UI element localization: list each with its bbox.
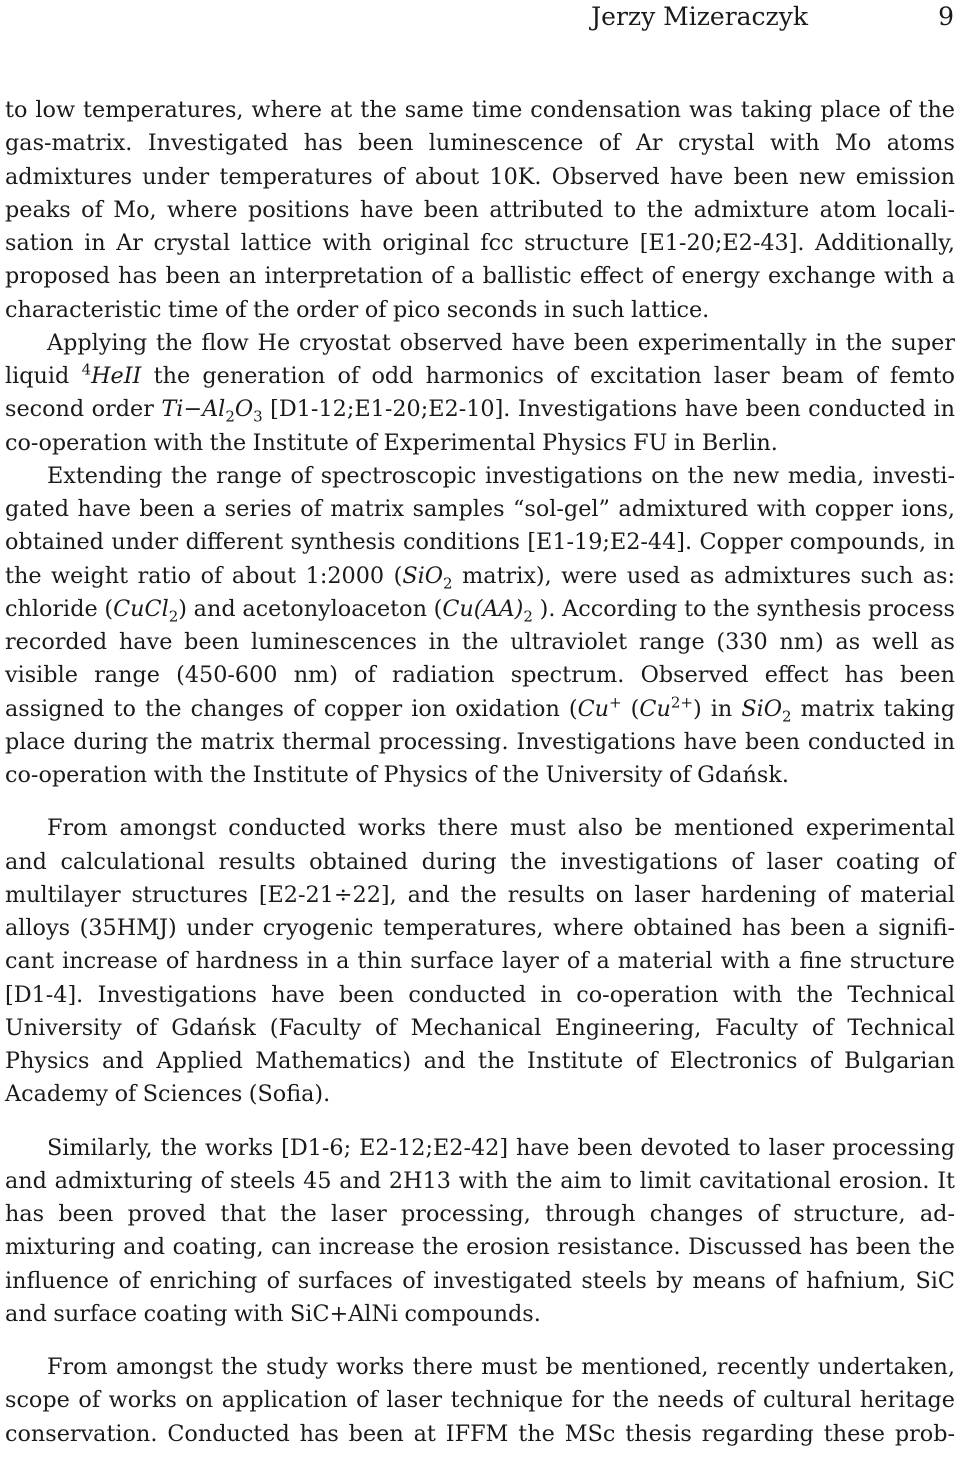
isotope-superscript: 4	[81, 360, 92, 379]
formula-sio2: SiO	[402, 562, 444, 589]
paragraph-4: From amongst conducted works there must also be mentioned experimental and calculational results obtained during the investigations of laser coating of multilayer structures [E2-21÷22], and the results on laser hardening of material alloys (35HMJ) under cryogenic temperatures, where obtained has been a significant increase of hardness in a thin surface layer of a material with a fine structure [D1-4]. Investigations have been conducted in co-operation with the Technical University of Gdańsk (Faculty of Mechanical Engineering, Faculty of Technical Physics and Applied Mathematics) and the Institute of Electronics of Bulgarian Academy of Sciences (Sofia).	[5, 815, 955, 1108]
formula-cuaa2: Cu(AA)	[442, 595, 524, 622]
formula-al: Al	[202, 396, 226, 423]
formula-sio2-b: SiO	[741, 695, 782, 722]
formula-heii: HeII	[91, 363, 142, 389]
page-number: 9	[938, 2, 954, 31]
paragraph-1: to low temperatures, where at the same time condensation was taking place of the gas-matrix. Investigated has been luminescence of Ar crystal with Mo atoms admixtures under temperatures of about 10K. Observed have been new emission peaks of Mo, where positions have been attributed to the admixture atom localisation in Ar crystal lattice with original fcc structure [E1-20;E2-43]. Additionally, proposed has been an interpretation of a ballistic effect of energy exchange with a characteristic time of the order of pico seconds in such lattice.	[5, 97, 955, 323]
paragraph-6: From amongst the study works there must be mentioned, recently undertaken, scope of works on application of laser technique for the needs of cultural heritage conservation. Conducted has been at IFFM the MSc thesis regarding these prob-	[5, 1354, 955, 1447]
formula-o: O	[234, 396, 254, 423]
formula-cu-2plus: Cu	[639, 695, 671, 722]
paragraph-5: Similarly, the works [D1-6; E2-12;E2-42] have been devoted to laser processing and admixturing of steels 45 and 2H13 with the aim to limit cavitational erosion. It has been proved that the laser processing, through changes of structure, admixturing and coating, can increase the erosion resistance. Discussed has been the influence of enriching of surfaces of investigated steels by means of hafnium, SiC and surface coating with SiC+AlNi compounds.	[5, 1134, 955, 1327]
formula-ti: Ti	[161, 396, 184, 423]
formula-cu-plus: Cu	[577, 695, 610, 722]
paragraph-2: Applying the flow He cryostat observed have been experimentally in the super liquid $^4$HeII the generation of odd harmonics of excitation laser beam of femto second order $Ti-Al_2O_3$ [D1-12;E1-20;E2-10]. Investigations have been conducted in co-operation with the Institute of Experimental Physics FU in Berlin.	[5, 329, 955, 456]
paragraph-3: Extending the range of spectroscopic investigations on the new media, investigated have been a series of matrix samples “sol-gel” admixtured with copper ions, obtained under different synthesis conditions [E1-19;E2-44]. Copper compounds, in the weight ratio of about 1:2000 (SiO$_2$ matrix), were used as admixtures such as: chloride (CuCl$_2$) and acetonyloaceton ($Cu(AA)_2$ ). According to the synthesis process recorded have been luminescences in the ultraviolet range (330 nm) as well as visible range (450-600 nm) of radiation spectrum. Observed effect has been assigned to the changes of copper ion oxidation (Cu+ $(Cu^{2+})$ in SiO$_2$ matrix taking place during the matrix thermal processing. Investigations have been conducted in co-operation with the Institute of Physics of the University of Gdańsk.	[5, 462, 956, 788]
running-head-author: Jerzy Mizeraczyk	[591, 2, 808, 31]
body-text	[5, 94, 955, 1451]
formula-cucl2: CuCl	[113, 595, 169, 622]
page-header	[0, 0, 960, 40]
